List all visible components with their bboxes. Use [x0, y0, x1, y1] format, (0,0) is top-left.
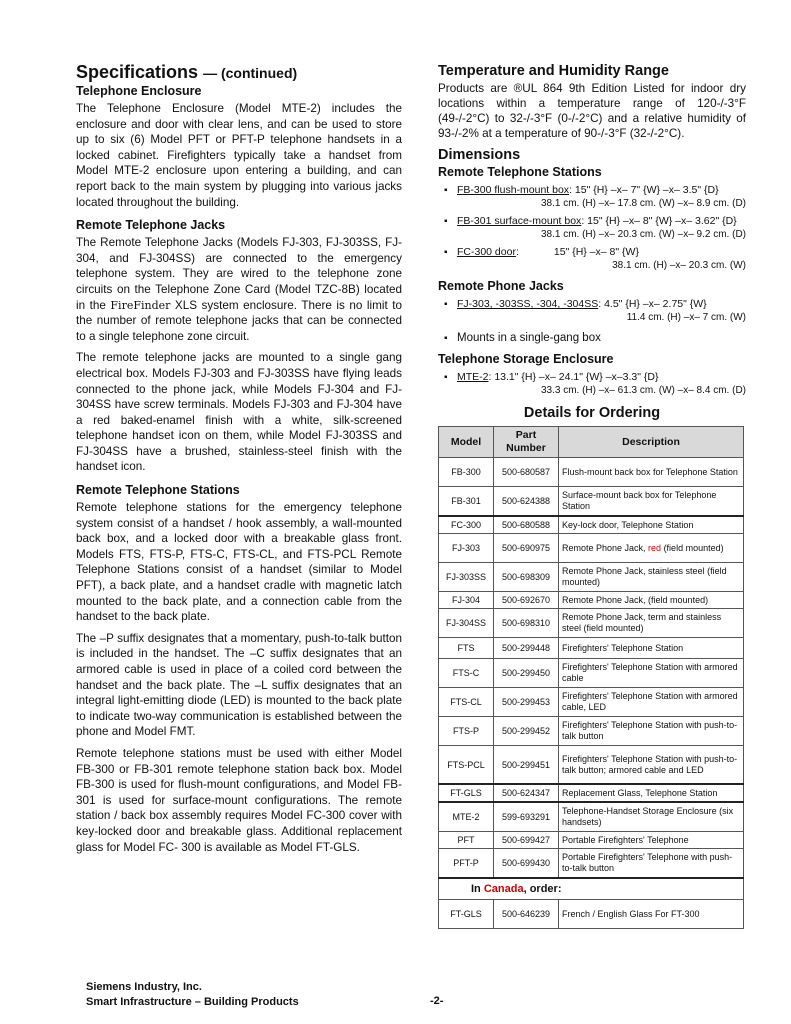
table-row — [439, 717, 744, 746]
table-row — [439, 534, 744, 563]
cell-description: Surface-mount back box for Telephone Station — [559, 487, 744, 517]
cell-description: Portable Firefighters' Telephone with push-to-talk button — [559, 849, 744, 879]
table-row — [439, 563, 744, 592]
cell-model: FC-300 — [439, 516, 494, 534]
cell-model: MTE-2 — [439, 802, 494, 832]
page-number: -2- — [430, 995, 444, 1007]
cell-description: Firefighters' Telephone Station — [559, 638, 744, 659]
cell-model: FB-300 — [439, 458, 494, 487]
left-column — [76, 62, 402, 861]
list-item: ▪ FJ-303, -303SS, -304, -304SS: 4.5" {H} –x– 2.75" {W} 11.4 cm. (H) –x– 7 cm. (W) — [438, 298, 746, 324]
temp-text: Products are ®UL 864 9th Edition Listed for indoor dry locations within a temperature range of 120-/-3°F (49-/-2°C) to 32-/-3°F (0-/-2°C) and a relative humidity of 93-/-2% at a temperature of 90-/-3°F (32-/-2°C). — [438, 82, 746, 140]
cell-part-number: 599-693291 — [494, 802, 559, 832]
cell-model: FTS-P — [439, 717, 494, 746]
list-item: ▪ FB-301 surface-mount box: 15" {H} –x– 8" {W} –x– 3.62" {D} 38.1 cm. (H) –x– 20.3 cm. (W) –x– 9.2 cm. (D) — [438, 215, 746, 241]
cell-model: FJ-304SS — [439, 609, 494, 638]
jacks-heading: Remote Telephone Jacks — [76, 218, 226, 233]
cell-description: Firefighters' Telephone Station with push-to-talk button — [559, 717, 744, 746]
dim-enclosure-heading: Telephone Storage Enclosure — [438, 352, 614, 366]
list-item: ▪ Mounts in a single-gang box — [438, 332, 746, 345]
stations-text-2: The –P suffix designates that a momentary, push-to-talk button is included in the handset. The –C suffix designates that an armored cable is used in place of a coiled cord between the handset and the back plate. The –L suffix designates that an integral light-emitting diode (LED) is mounted to the back plate to indicate two-way communication is established between the phone and Model FMT. — [76, 631, 402, 739]
cell-model: FB-301 — [439, 487, 494, 517]
enclosure-heading: Telephone Enclosure — [76, 84, 202, 98]
list-item: ▪ MTE-2: 13.1" {H} –x– 24.1" {W} –x–3.3" {D} 33.3 cm. (H) –x– 61.3 cm. (W) –x– 8.4 cm. (D) — [438, 371, 746, 397]
cell-description: Remote Phone Jack, red (field mounted) — [559, 534, 744, 563]
table-row — [439, 784, 744, 802]
table-row — [439, 688, 744, 717]
cell-description: Portable Firefighters' Telephone — [559, 832, 744, 849]
dim-enclosure-list — [438, 371, 746, 397]
stations-text-3: Remote telephone stations must be used with either Model FB-300 or FB-301 remote telephone station back box. Model FB-300 is used for flush-mount configurations, and Model FB-301 is used for surface-mount configurations. The remote station / back box assembly requires Model FC-300 cover with key-locked door and breakable glass. Additional replacement glass for Model FC- 300 is available as Model FT-GLS. — [76, 746, 402, 854]
ordering-table-body — [439, 458, 744, 929]
page-title: Specifications — (continued) — [76, 62, 298, 82]
ordering-title: Details for Ordering — [523, 405, 661, 421]
stations-text-1: Remote telephone stations for the emergency telephone system consist of a handset / hook assembly, a wall-mounted back box, and a locked door with a breakable glass front. Models FTS, FTS-P, FTS-C, FTS-CL, and FTS-PCL Remote Telephone Stations consist of a handset (similar to Model PFT), a back plate, and a handset cradle with magnetic latch mounted to the back plate, and a connection cable from the handset to the back plate. — [76, 501, 402, 624]
col-header-description: Description — [559, 427, 744, 458]
cell-part-number: 500-699427 — [494, 832, 559, 849]
cell-model: PFT-P — [439, 849, 494, 879]
enclosure-text: The Telephone Enclosure (Model MTE-2) includes the enclosure and door with clear lens, and can be used to store up to six (6) Model PFT or PFT-P telephone handsets in a locked cabinet. Firefighters typically take a handset from Model MTE-2 enclosure upon entering a building, and can report back to the main system by plugging into various jacks located throughout the building. — [76, 102, 402, 209]
cell-part-number: 500-299453 — [494, 688, 559, 717]
list-item: ▪ FC-300 door: 15" {H} –x– 8" {W} 38.1 cm. (H) –x– 20.3 cm. (W) — [438, 246, 746, 272]
table-row — [439, 516, 744, 534]
jacks-text-2: The remote telephone jacks are mounted to a single gang electrical box. Models FJ-303 and FJ-303SS have flying leads connected to the phone jack, while Models FJ-304 and FJ-304SS have screw terminals. Models FJ-303 and FJ-304 have a red baked-enamel finish with a white, silk-screened telephone handset icon on them, while Model FJ-303SS and FJ-304SS have a brushed, stainless-steel finish with the handset icon. — [76, 351, 402, 474]
cell-part-number: 500-692670 — [494, 592, 559, 609]
cell-part-number: 500-299448 — [494, 638, 559, 659]
cell-description: Firefighters' Telephone Station with push-to-talk button; armored cable and LED — [559, 746, 744, 785]
footer — [86, 980, 299, 1010]
cell-part-number: 500-698309 — [494, 563, 559, 592]
cell-model: PFT — [439, 832, 494, 849]
table-row — [439, 638, 744, 659]
cell-model: FT-GLS — [439, 900, 494, 929]
table-row — [439, 849, 744, 879]
cell-part-number: 500-299452 — [494, 717, 559, 746]
cell-description: Remote Phone Jack, (field mounted) — [559, 592, 744, 609]
cell-description: Replacement Glass, Telephone Station — [559, 784, 744, 802]
dim-jacks-heading: Remote Phone Jacks — [438, 279, 564, 293]
table-row — [439, 832, 744, 849]
col-header-part: Part Number — [494, 427, 559, 458]
cell-description: French / English Glass For FT-300 — [559, 900, 744, 929]
cell-part-number: 500-299451 — [494, 746, 559, 785]
cell-part-number: 500-299450 — [494, 659, 559, 688]
cell-description: Flush-mount back box for Telephone Station — [559, 458, 744, 487]
cell-part-number: 500-680588 — [494, 516, 559, 534]
cell-description: Firefighters' Telephone Station with armored cable — [559, 659, 744, 688]
jacks-text-1: The Remote Telephone Jacks (Models FJ-303, FJ-303SS, FJ-304, and FJ-304SS) are connected to the emergency telephone system. They are wired to the telephone zone circuits on the Telephone Zone Card (Model TZC-8B) located in the FireFinder XLS system enclosure. There is no limit to the number of remote telephone jacks that can be connected to a single telephone zone circuit. — [76, 236, 402, 343]
canada-label: Canada — [483, 883, 524, 895]
right-column — [438, 62, 746, 929]
stations-heading: Remote Telephone Stations — [76, 483, 240, 498]
cell-description: Remote Phone Jack, term and stainless steel (field mounted) — [559, 609, 744, 638]
cell-description: Telephone-Handset Storage Enclosure (six handsets) — [559, 802, 744, 832]
cell-model: FT-GLS — [439, 784, 494, 802]
table-row — [439, 609, 744, 638]
temp-heading: Temperature and Humidity Range — [438, 63, 669, 79]
col-header-model: Model — [439, 427, 494, 458]
cell-description: Firefighters' Telephone Station with armored cable, LED — [559, 688, 744, 717]
cell-model: FJ-304 — [439, 592, 494, 609]
cell-model: FTS-PCL — [439, 746, 494, 785]
table-row — [439, 659, 744, 688]
cell-model: FTS-CL — [439, 688, 494, 717]
red-text: red — [648, 542, 662, 553]
table-row — [439, 900, 744, 929]
cell-part-number: 500-698310 — [494, 609, 559, 638]
table-row — [439, 802, 744, 832]
table-row — [439, 487, 744, 517]
footer-division: Smart Infrastructure – Building Products — [86, 996, 299, 1008]
cell-part-number: 500-646239 — [494, 900, 559, 929]
table-row — [439, 592, 744, 609]
list-item: ▪ FB-300 flush-mount box: 15" {H} –x– 7" {W} –x– 3.5" {D} 38.1 cm. (H) –x– 17.8 cm. (W) –x– 8.9 cm. (D) — [438, 184, 746, 210]
ordering-table — [438, 426, 744, 929]
cell-model: FTS-C — [439, 659, 494, 688]
cell-model: FJ-303SS — [439, 563, 494, 592]
cell-model: FTS — [439, 638, 494, 659]
cell-part-number: 500-690975 — [494, 534, 559, 563]
footer-company: Siemens Industry, Inc. — [86, 981, 202, 993]
dim-stations-list — [438, 184, 746, 272]
dim-stations-heading: Remote Telephone Stations — [438, 165, 602, 179]
dimensions-heading: Dimensions — [438, 147, 521, 163]
dim-jacks-list — [438, 298, 746, 345]
cell-part-number: 500-680587 — [494, 458, 559, 487]
canada-row-header: In Canada, order: — [439, 878, 744, 900]
table-row — [439, 458, 744, 487]
cell-description: Key-lock door, Telephone Station — [559, 516, 744, 534]
cell-part-number: 500-699430 — [494, 849, 559, 879]
firefinder-brand: FireFinder — [110, 298, 171, 312]
cell-model: FJ-303 — [439, 534, 494, 563]
cell-part-number: 500-624388 — [494, 487, 559, 517]
table-row — [439, 746, 744, 785]
cell-part-number: 500-624347 — [494, 784, 559, 802]
cell-description: Remote Phone Jack, stainless steel (field mounted) — [559, 563, 744, 592]
